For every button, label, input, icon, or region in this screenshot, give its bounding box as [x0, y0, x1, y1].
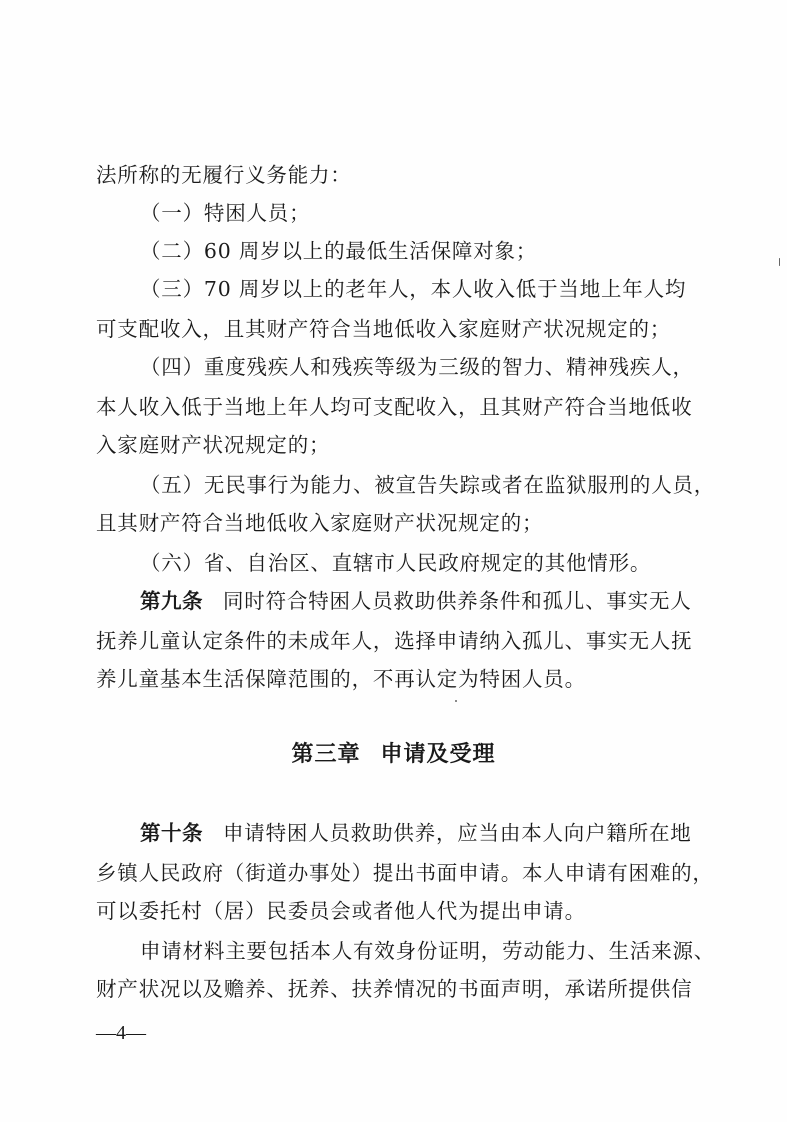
- page-number: —4—: [96, 1022, 146, 1044]
- chapter-heading: [0, 740, 787, 770]
- chapter-title: 申请及受理: [380, 742, 496, 767]
- list-item: （六）省、自治区、直辖市人民政府规定的其他情形。: [140, 551, 652, 575]
- text-line: 可支配收入，且其财产符合当地低收入家庭财产状况规定的；: [96, 317, 672, 341]
- text-line: 且其财产符合当地低收入家庭财产状况规定的；: [96, 511, 544, 535]
- text-line: 财产状况以及赡养、抚养、扶养情况的书面声明，承诺所提供信: [96, 977, 693, 1001]
- text-line: 本人收入低于当地上年人均可支配收入，且其财产符合当地低收: [96, 395, 693, 419]
- article-text: 申请特困人员救助供养，应当由本人向户籍所在地: [223, 821, 692, 845]
- text-line: 养儿童基本生活保障范围的，不再认定为特困人员。: [96, 667, 586, 691]
- text-line: 抚养儿童认定条件的未成年人，选择申请纳入孤儿、事实无人抚: [96, 629, 693, 653]
- list-item: （五）无民事行为能力、被宣告失踪或者在监狱服刑的人员，: [140, 473, 716, 497]
- article-number: 第十条: [140, 821, 203, 845]
- scan-speck: [455, 700, 457, 702]
- article-paragraph: [140, 586, 696, 616]
- text-line: 入家庭财产状况规定的；: [96, 433, 331, 457]
- list-item: （三）70 周岁以上的老年人，本人收入低于当地上年人均: [140, 277, 687, 301]
- text-line: 法所称的无履行义务能力：: [96, 163, 352, 187]
- scan-mark: [779, 258, 780, 266]
- chapter-number: 第三章: [291, 742, 361, 767]
- list-item: （一）特困人员；: [140, 201, 311, 225]
- text-line: 申请材料主要包括本人有效身份证明，劳动能力、生活来源、: [140, 939, 716, 963]
- article-number: 第九条: [140, 589, 203, 613]
- list-item: （二）60 周岁以上的最低生活保障对象；: [140, 239, 538, 263]
- text-line: 乡镇人民政府（街道办事处）提出书面申请。本人申请有困难的，: [96, 861, 714, 885]
- list-item: （四）重度残疾人和残疾等级为三级的智力、精神残疾人，: [140, 355, 694, 379]
- text-line: 可以委托村（居）民委员会或者他人代为提出申请。: [96, 899, 586, 923]
- article-text: 同时符合特困人员救助供养条件和孤儿、事实无人: [223, 589, 692, 613]
- article-paragraph: [140, 818, 696, 848]
